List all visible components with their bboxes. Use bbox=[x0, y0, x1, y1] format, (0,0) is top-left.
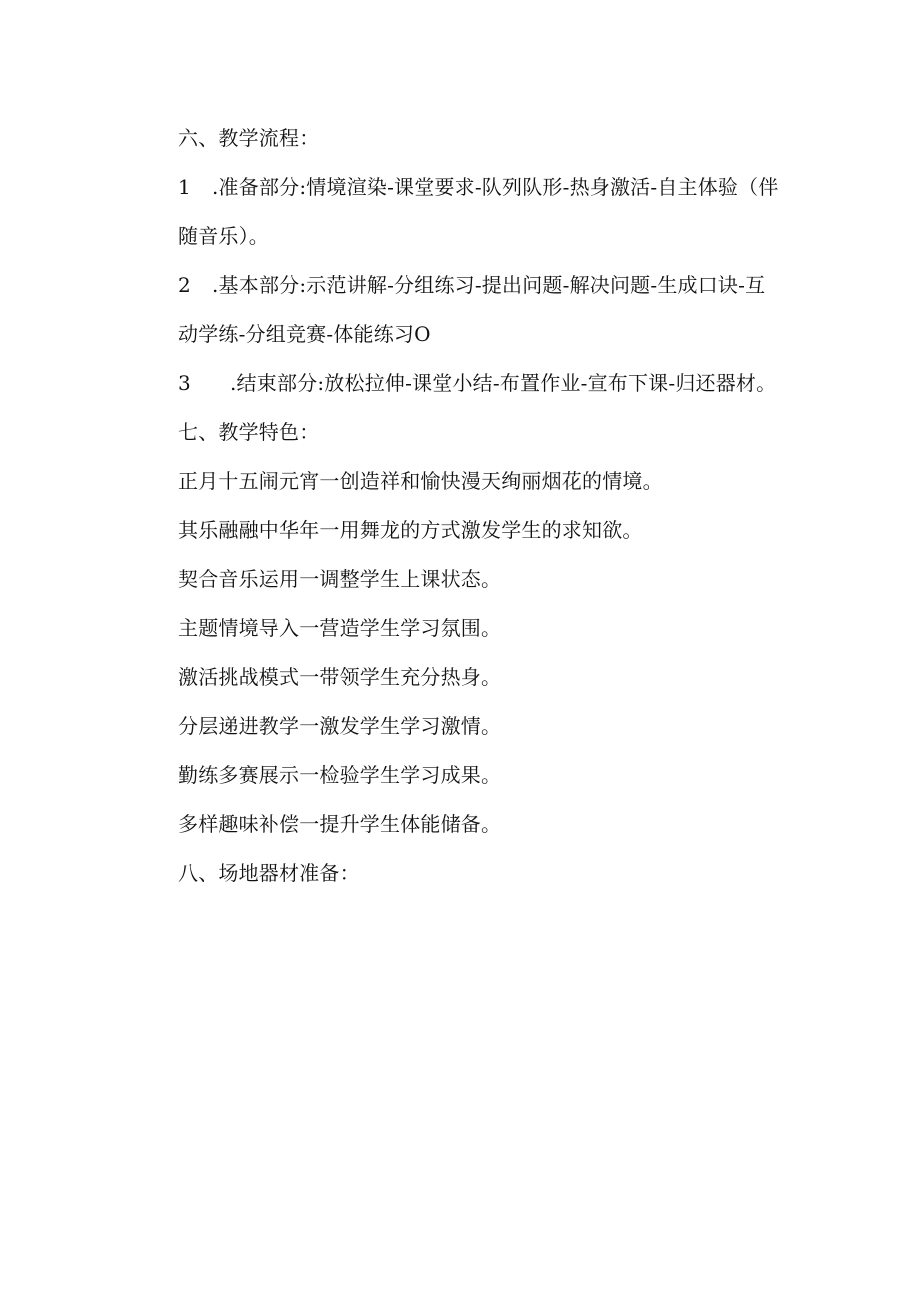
process-item-number: 1 bbox=[178, 175, 191, 199]
feature-item: 勤练多赛展示一检验学生学习成果。 bbox=[178, 763, 502, 787]
feature-item: 主题情境导入一营造学生学习氛围。 bbox=[178, 616, 502, 640]
feature-item: 多样趣味补偿一提升学生体能储备。 bbox=[178, 812, 502, 836]
process-item-1-continuation: 随音乐）。 bbox=[178, 224, 269, 248]
process-item-number: 2 bbox=[178, 273, 191, 297]
process-item-2 bbox=[178, 273, 765, 297]
process-item-text: .准备部分:情境渲染-课堂要求-队列队形-热身激活-自主体验（伴 bbox=[212, 175, 779, 199]
process-item-3 bbox=[178, 371, 776, 395]
section-heading-teaching-features: 七、教学特色： bbox=[178, 420, 320, 444]
feature-item: 其乐融融中华年一用舞龙的方式激发学生的求知欲。 bbox=[178, 518, 643, 542]
section-heading-venue-equipment: 八、场地器材准备： bbox=[178, 861, 360, 885]
feature-item: 激活挑战模式一带领学生充分热身。 bbox=[178, 665, 502, 689]
section-heading-teaching-process: 六、教学流程： bbox=[178, 126, 320, 150]
feature-item: 分层递进教学一激发学生学习激情。 bbox=[178, 714, 502, 738]
process-item-text: .基本部分:示范讲解-分组练习-提出问题-解决问题-生成口诀-互 bbox=[212, 273, 766, 297]
feature-item: 正月十五闹元宵一创造祥和愉快漫天绚丽烟花的情境。 bbox=[178, 469, 663, 493]
process-item-1 bbox=[178, 175, 779, 199]
process-item-number: 3 bbox=[178, 371, 191, 395]
feature-item: 契合音乐运用一调整学生上课状态。 bbox=[178, 567, 502, 591]
process-item-text: .结束部分:放松拉伸-课堂小结-布置作业-宣布下课-归还器材。 bbox=[230, 371, 777, 395]
process-item-2-continuation: 动学练-分组竞赛-体能练习O bbox=[178, 322, 431, 346]
